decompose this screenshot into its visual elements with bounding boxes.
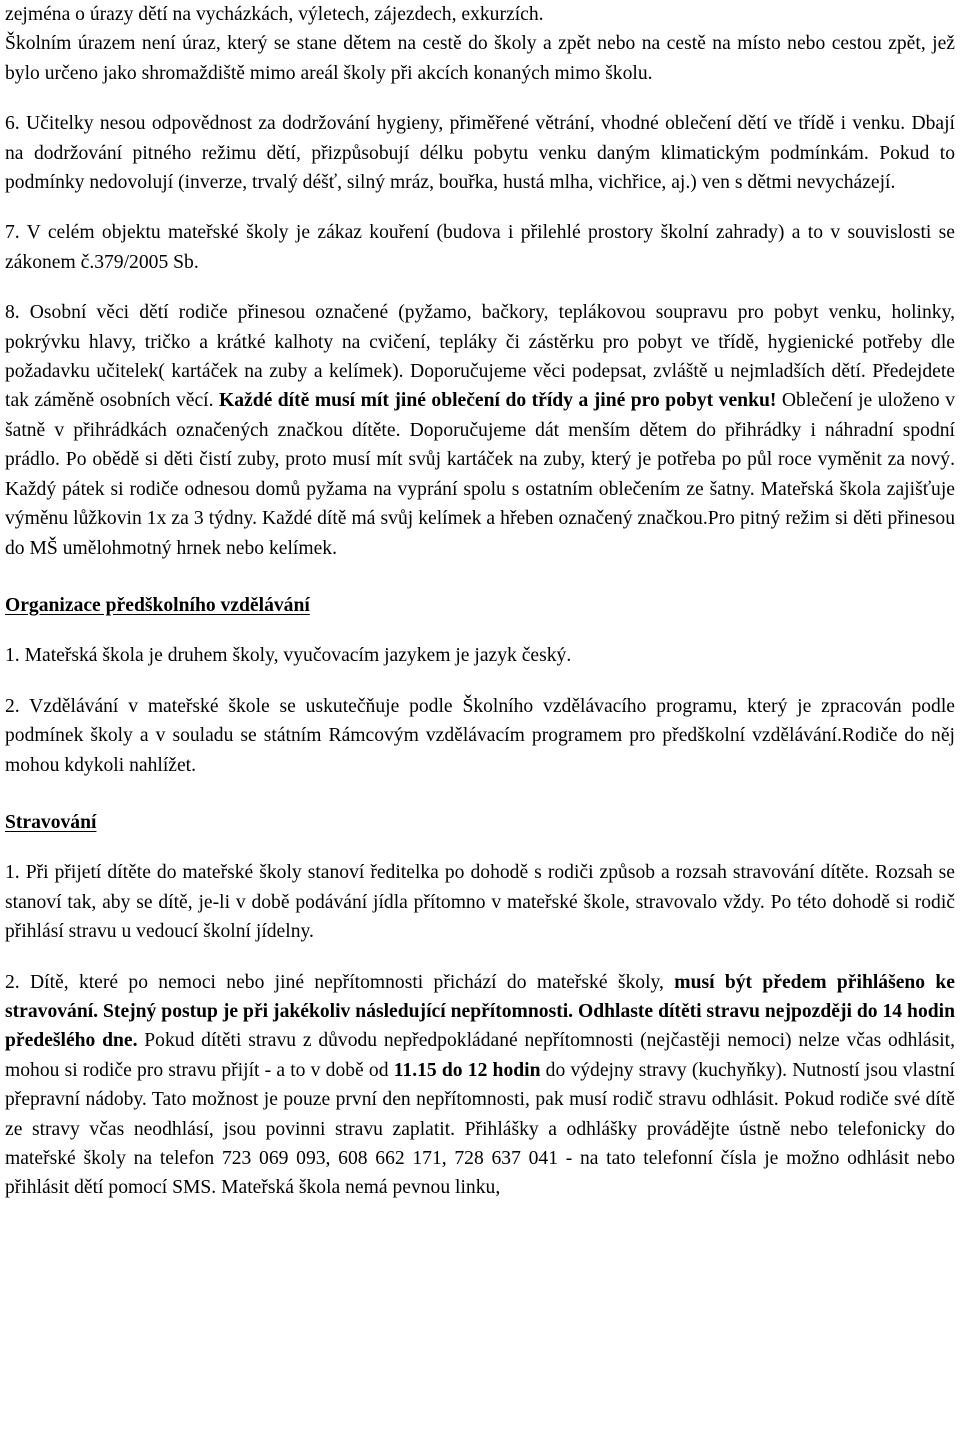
section-heading-catering: Stravování <box>5 811 97 833</box>
catering-item-2-bold-hours: 11.15 do 12 hodin <box>393 1059 541 1081</box>
org-item-2: 2. Vzdělávání v mateřské škole se uskutečňuje podle Školního vzdělávacího programu, který je zpracován podle podmínek školy a v souladu se státním Rámcovým vzdělávacím programem pro předškolní vzdělávání.Rodiče do něj mohou kdykoli nahlížet. <box>5 695 955 776</box>
section-heading-organization: Organizace předškolního vzdělávání <box>5 594 310 616</box>
paragraph-8-personal-items <box>5 298 955 563</box>
p8-text-after: Oblečení je uloženo v šatně v přihrádkách označených značkou dítěte. Doporučujeme dát menším dětem do přihrádky i náhradní spodní prádlo. Po obědě si děti čistí zuby, proto musí mít svůj kartáček na zuby, který je potřeba po půl roce vyměnit za nový. Každý pátek si rodiče odnesou domů pyžama na vyprání spolu s ostatním oblečením ze šatny. Mateřská škola zajišťuje výměnu lůžkovin 1x za 3 týdny. Každé dítě má svůj kelímek a hřeben označený značkou.Pro pitný režim si děti přinesou do MŠ umělohmotný hrnek nebo kelímek. <box>5 390 956 559</box>
paragraph-7-smoking: 7. V celém objektu mateřské školy je zákaz kouření (budova i přilehlé prostory školní zahrady) a to v souvislosti se zákonem č.379/2005 Sb. <box>5 222 955 273</box>
org-item-1: 1. Mateřská škola je druhem školy, vyučovacím jazykem je jazyk český. <box>5 645 572 667</box>
paragraph-6-hygiene: 6. Učitelky nesou odpovědnost za dodržování hygieny, přiměřené větrání, vhodné oblečení dětí ve třídě i venku. Dbají na dodržování pitného režimu dětí, přizpůsobují délku pobytu venku daným klimatickým podmínkám. Pokud to podmínky nedovolují (inverze, trvalý déšť, silný mráz, bouřka, hustá mlha, vichřice, aj.) ven s dětmi nevycházejí. <box>5 113 955 194</box>
catering-item-1: 1. Při přijetí dítěte do mateřské školy stanoví ředitelka po dohodě s rodiči způsob a rozsah stravování dítěte. Rozsah se stanoví tak, aby se dítě, je-li v době podávání jídla přítomno v mateřské škole, stravovalo vždy. Po této dohodě si rodič přihlásí stravu u vedoucí školní jídelny. <box>5 862 955 943</box>
catering-item-2-text-e: do výdejny stravy (kuchyňky). Nutností jsou vlastní přepravní nádoby. Tato možnost je pouze první den nepřítomnosti, pak musí rodič stravu odhlásit. Pokud rodiče své dítě ze stravy včas neodhlásí, jsou povinni stravu zaplatit. Přihlášky a odhlášky provádějte ústně nebo telefonicky do mateřské školy na telefon 723 069 093, 608 662 171, 728 637 041 - na tato telefonní čísla je možno odhlásit nebo přihlásit dětí pomocí SMS. Mateřská škola nemá pevnou linku, <box>5 1059 955 1199</box>
p8-bold-clothing-rule: Každé dítě musí mít jiné oblečení do třídy a jiné pro pobyt venku! <box>218 390 777 412</box>
catering-item-2-text-a: 2. Dítě, které po nemoci nebo jiné nepřítomnosti přichází do mateřské školy, <box>5 971 675 993</box>
p8-text-before: 8. Osobní věci dětí rodiče přinesou označené (pyžamo, bačkory, teplákovou soupravu pro pobyt venku, holinky, pokrývku hlavy, tričko a krátké kalhoty na cvičení, tepláky či zástěrku pro pobyt ve třídě, hygienické potřeby dle požadavku učitelek( kartáček na zuby a kelímek). Doporučujeme věci podepsat, zvláště u nejmladších dětí. Předejdete tak záměně osobních věcí. <box>5 302 955 412</box>
catering-item-2 <box>5 968 955 1203</box>
catering-item-2-bold-registration: musí být předem přihlášeno ke stravování. Stejný postup je při jakékoliv následující nepřítomnosti. Odhlaste dítěti stravu nejpozději do 14 hodin předešlého dne. <box>5 971 955 1052</box>
intro-line: zejména o úrazy dětí na vycházkách, výletech, zájezdech, exkurzích. <box>5 4 544 25</box>
document-page <box>5 0 955 1203</box>
catering-item-2-text-c: Pokud dítěti stravu z důvodu nepředpokládané nepřítomnosti (nejčastěji nemoci) nelze včas odhlásit, mohou si rodiče pro stravu přijít - a to v době od <box>5 1030 955 1081</box>
school-accident-definition: Školním úrazem není úraz, který se stane dětem na cestě do školy a zpět nebo na cestě na místo nebo cestou zpět, jež bylo určeno jako shromaždiště mimo areál školy při akcích konaných mimo školu. <box>5 33 955 84</box>
